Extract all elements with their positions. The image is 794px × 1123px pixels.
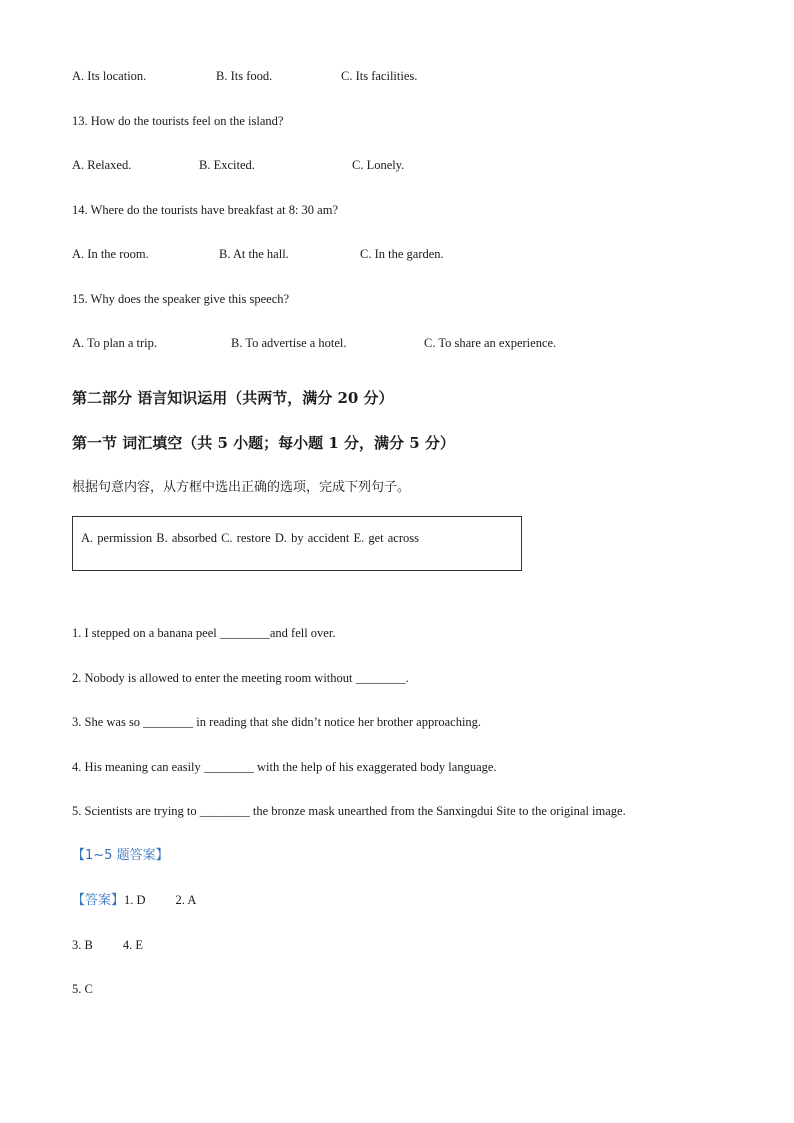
part2-heading: 第二部分 语言知识运用（共两节，满分 20 分） — [72, 389, 394, 407]
q12-option-c: C. Its facilities. — [341, 69, 418, 83]
word-box-options: A. permission B. absorbed C. restore D. by accident E. get across — [81, 531, 420, 545]
q12-option-a: A. Its location. — [72, 69, 147, 83]
answer-row-1 — [72, 892, 196, 909]
answer-3: 3. B — [72, 938, 93, 952]
q13-option-a: A. Relaxed. — [72, 158, 132, 172]
answer-header: 【1~5 题答案】 — [72, 848, 169, 863]
sentence-5: 5. Scientists are trying to ________ the bronze mask unearthed from the Sanxingdui Site to the original image. — [72, 804, 626, 818]
instruction-text: 根据句意内容，从方框中选出正确的选项，完成下列句子。 — [72, 480, 411, 495]
sentence-4: 4. His meaning can easily ________ with the help of his exaggerated body language. — [72, 760, 497, 774]
answer-label: 【答案】 — [72, 893, 125, 908]
q13-option-b: B. Excited. — [199, 158, 255, 172]
sentence-2: 2. Nobody is allowed to enter the meeting room without ________. — [72, 671, 409, 685]
answer-row-2 — [72, 937, 143, 953]
q15-option-b: B. To advertise a hotel. — [231, 336, 347, 350]
section1-heading: 第一节 词汇填空（共 5 小题；每小题 1 分，满分 5 分） — [72, 434, 455, 452]
q14-option-a: A. In the room. — [72, 247, 149, 261]
sentence-3: 3. She was so ________ in reading that she didn’t notice her brother approaching. — [72, 715, 482, 729]
sentence-1: 1. I stepped on a banana peel ________and fell over. — [72, 626, 336, 640]
q13-question: 13. How do the tourists feel on the island? — [72, 114, 284, 128]
q13-option-c: C. Lonely. — [352, 158, 405, 172]
q15-option-c: C. To share an experience. — [424, 336, 557, 350]
answer-2: 2. A — [175, 893, 197, 907]
answer-row-3 — [72, 981, 93, 997]
q14-option-b: B. At the hall. — [219, 247, 289, 261]
answer-4: 4. E — [122, 938, 143, 952]
answer-1: 1. D — [124, 893, 146, 907]
q14-option-c: C. In the garden. — [360, 247, 444, 261]
answer-5: 5. C — [72, 982, 93, 996]
q12-option-b: B. Its food. — [216, 69, 273, 83]
q15-question: 15. Why does the speaker give this speech? — [72, 292, 290, 306]
q15-option-a: A. To plan a trip. — [72, 336, 157, 350]
word-box — [72, 516, 522, 571]
q14-question: 14. Where do the tourists have breakfast at 8: 30 am? — [72, 203, 339, 217]
